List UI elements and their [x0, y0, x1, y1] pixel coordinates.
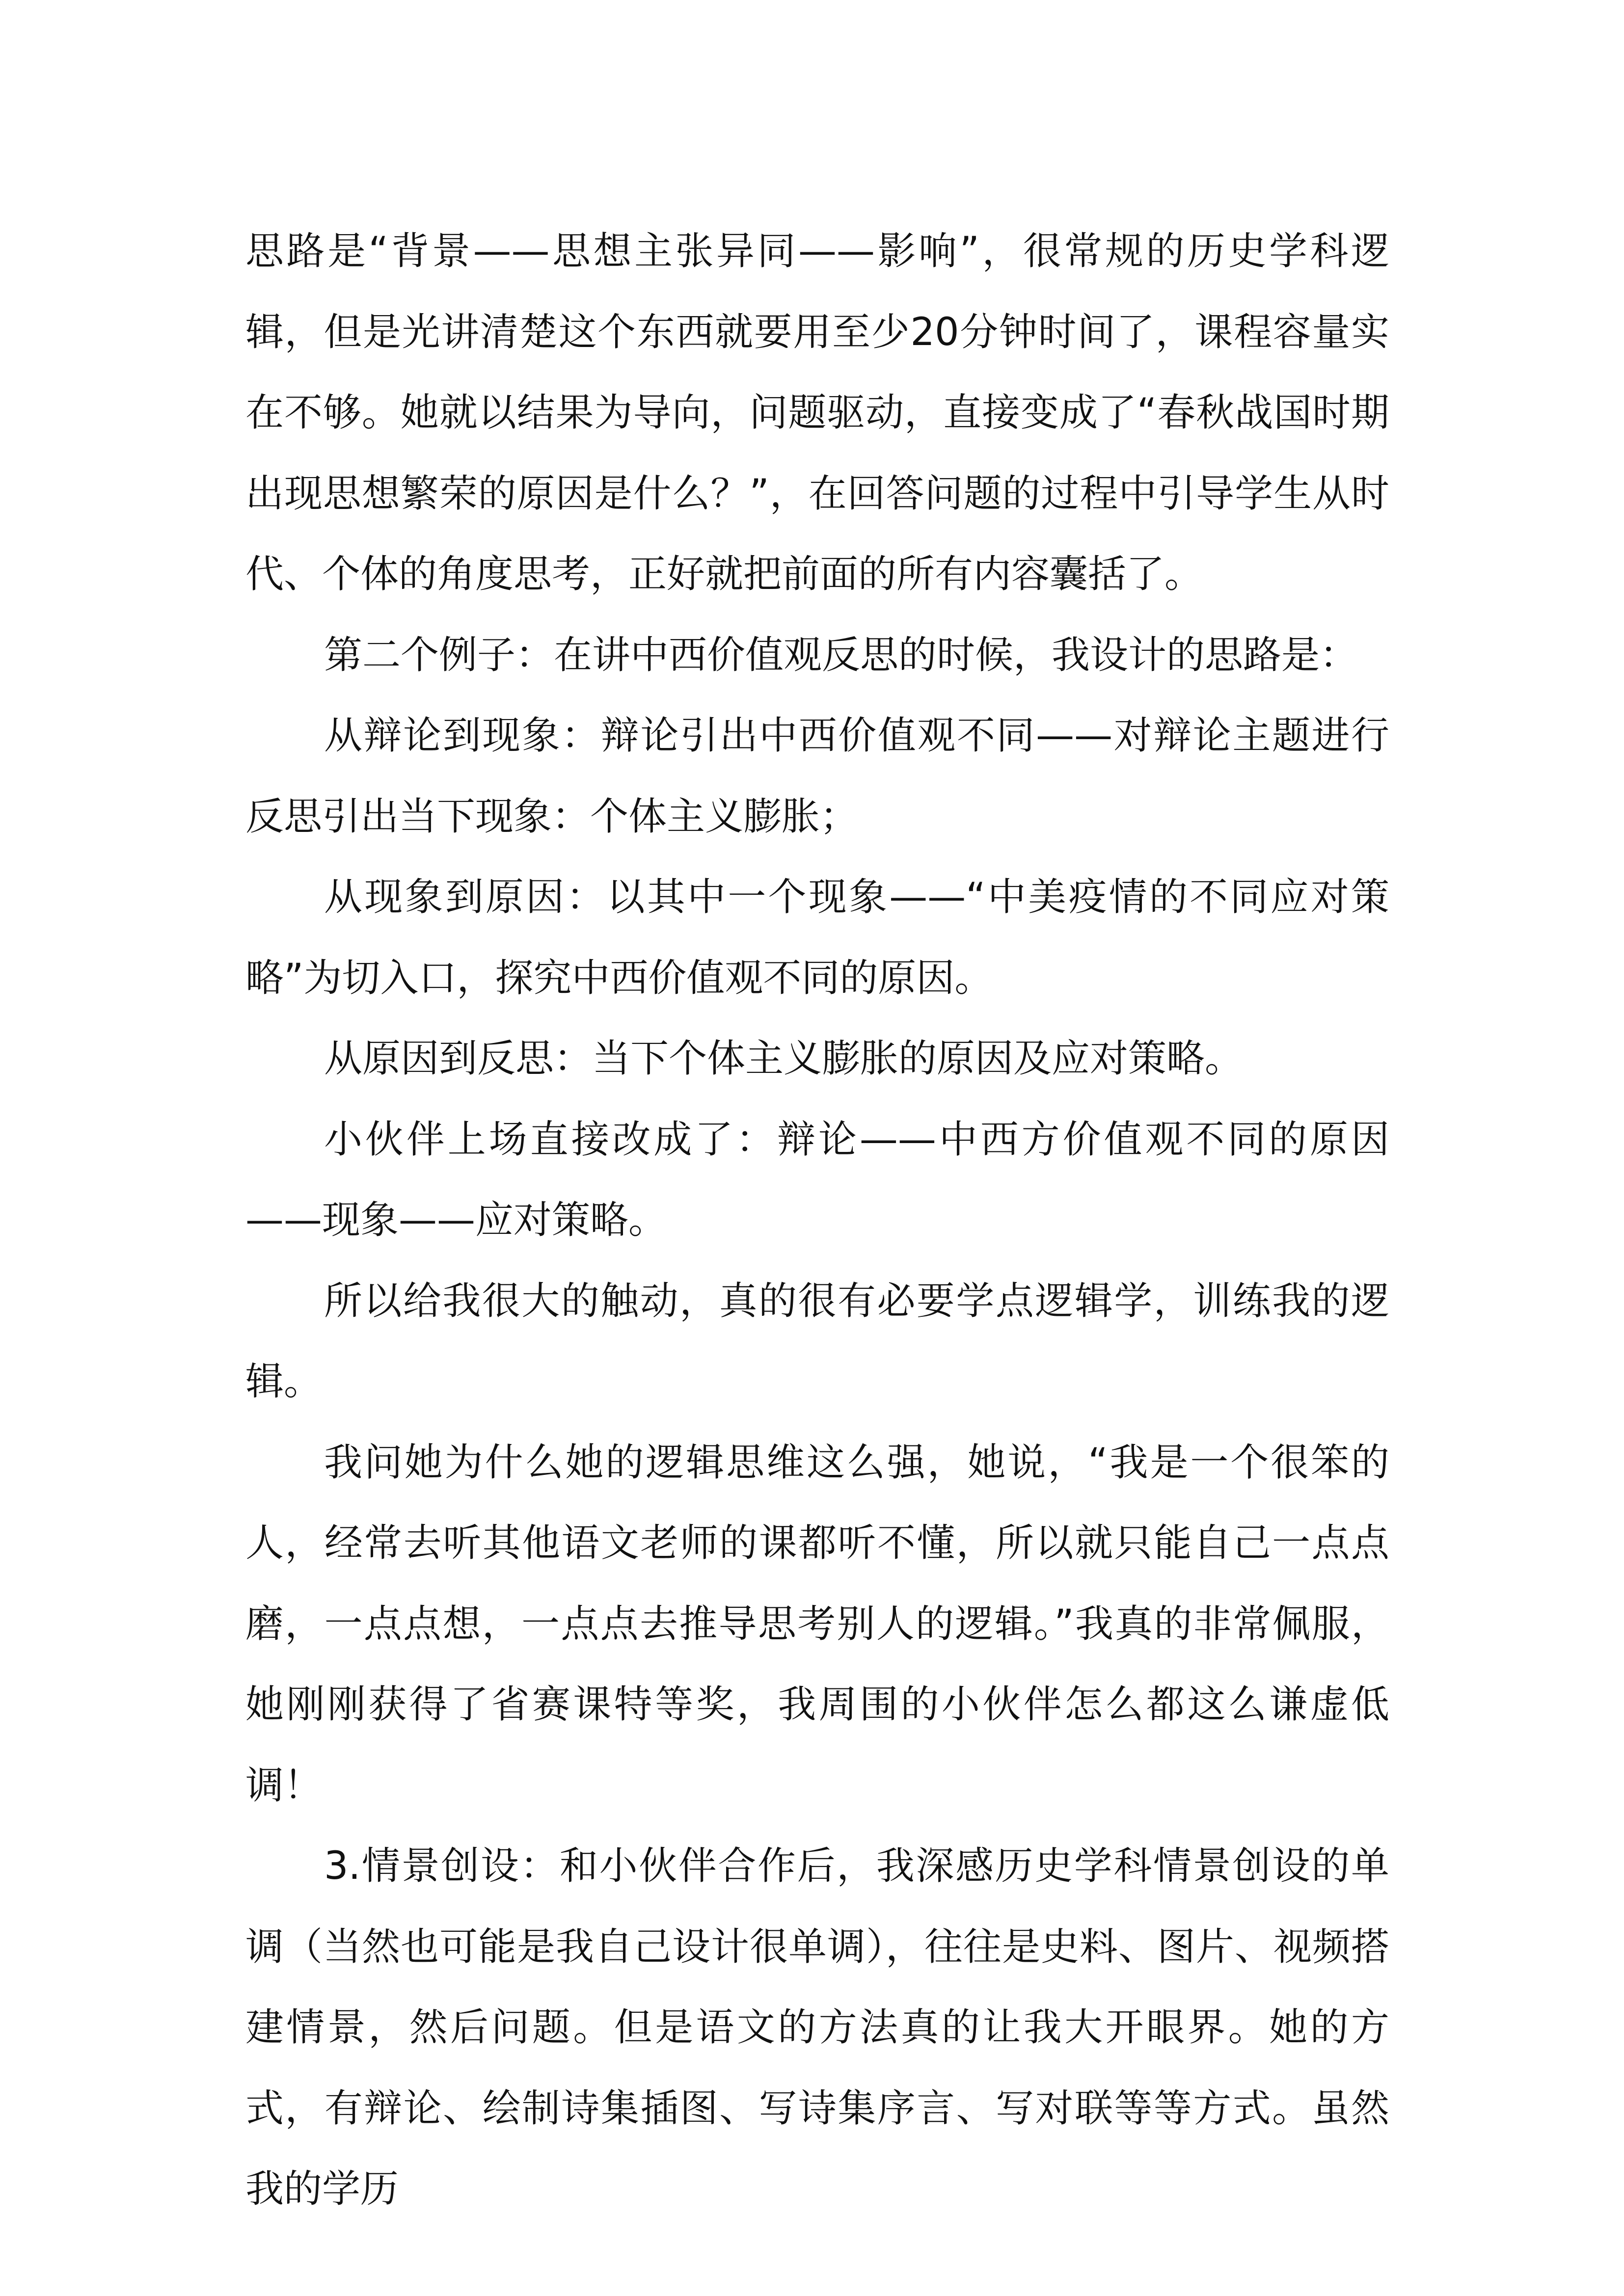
- paragraph-4: 从现象到原因：以其中一个现象——“中美疫情的不同应对策略”为切入口，探究中西价值观不同的原因。: [245, 875, 1389, 1000]
- paragraph-5: 从原因到反思：当下个体主义膨胀的原因及应对策略。: [324, 1037, 1244, 1081]
- document-body: [245, 211, 1389, 2230]
- paragraph-1: 思路是“背景——思想主张异同——影响”，很常规的历史学科逻辑，但是光讲清楚这个东西就要用至少20分钟时间了，课程容量实在不够。她就以结果为导向，问题驱动，直接变成了“春秋战国时期出现思想繁荣的原因是什么？”，在回答问题的过程中引导学生从时代、个体的角度思考，正好就把前面的所有内容囊括了。: [245, 229, 1389, 596]
- paragraph-8: 我问她为什么她的逻辑思维这么强，她说，“我是一个很笨的人，经常去听其他语文老师的课都听不懂，所以就只能自己一点点磨，一点点想，一点点去推导思考别人的逻辑。”我真的非常佩服，她刚刚获得了省赛课特等奖，我周围的小伙伴怎么都这么谦虚低调！: [245, 1440, 1389, 1808]
- paragraph-3: 从辩论到现象：辩论引出中西价值观不同——对辩论主题进行反思引出当下现象：个体主义膨胀；: [245, 714, 1389, 839]
- paragraph-2: 第二个例子：在讲中西价值观反思的时候，我设计的思路是：: [324, 633, 1358, 677]
- paragraph-7: 所以给我很大的触动，真的很有必要学点逻辑学，训练我的逻辑。: [245, 1279, 1389, 1404]
- paragraph-9: 3.情景创设：和小伙伴合作后，我深感历史学科情景创设的单调（当然也可能是我自己设计很单调），往往是史料、图片、视频搭建情景，然后问题。但是语文的方法真的让我大开眼界。她的方式，有辩论、绘制诗集插图、写诗集序言、写对联等等方式。虽然我的学历: [245, 1844, 1389, 2211]
- paragraph-6: 小伙伴上场直接改成了：辩论——中西方价值观不同的原因——现象——应对策略。: [245, 1117, 1389, 1242]
